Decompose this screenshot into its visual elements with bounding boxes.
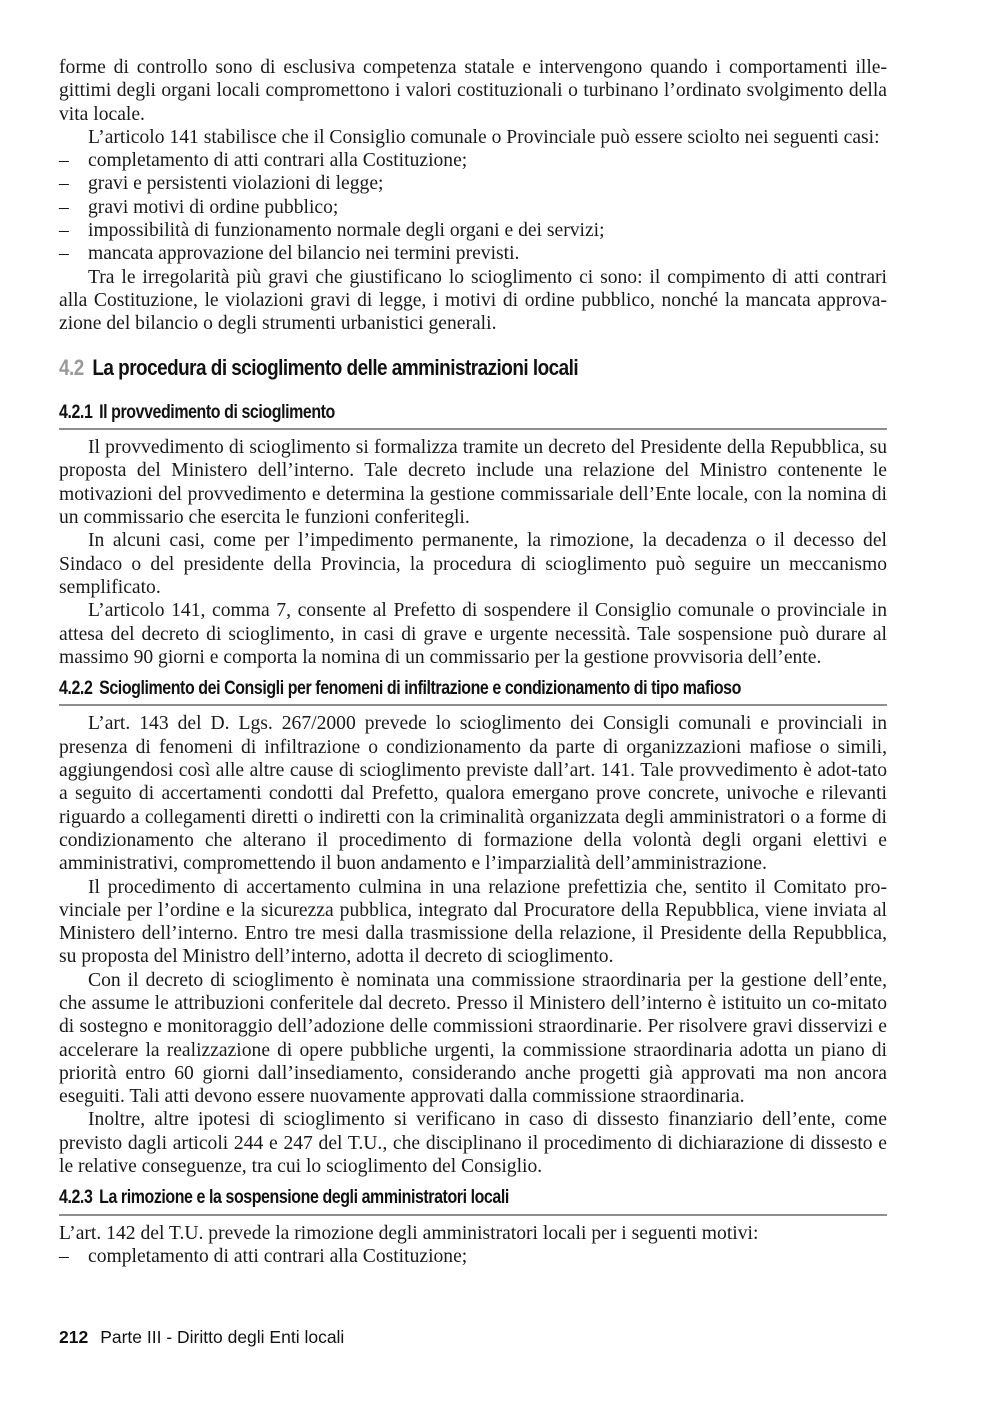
removal-reasons-list <box>59 1245 887 1268</box>
section-number: 4.2 <box>59 354 84 380</box>
subsection-number: 4.2.2 <box>59 678 93 700</box>
page-footer <box>59 1327 344 1348</box>
subsection-heading-4-2-1 <box>59 401 887 430</box>
dash-bullet-icon: – <box>59 220 69 242</box>
body-paragraph: In alcuni casi, come per l’impedimento permanente, la rimozione, la decadenza o il decesso del Sindaco o del presidente della Provincia, la procedura di scioglimento può seguire un meccanismo semplificato. <box>59 530 887 598</box>
subsection-heading-4-2-3 <box>59 1186 887 1215</box>
dash-bullet-icon: – <box>59 173 69 195</box>
dash-bullet-icon: – <box>59 1245 69 1267</box>
body-paragraph: Il procedimento di accertamento culmina in una relazione prefettizia che, sentito il Comitato pro-vinciale per l’ordine e la sicurezza pubblica, integrato dal Procuratore della Repubblica, viene inviata al Ministero dell’interno. Entro tre mesi dalla trasmissione della relazione, il Presidente della Repubblica, su proposta del Ministro dell’interno, adotta il decreto di scioglimento. <box>59 876 887 968</box>
list-item: – gravi motivi di ordine pubblico; <box>59 196 339 218</box>
list-item: – mancata approvazione del bilancio nei termini previsti. <box>59 243 520 265</box>
body-paragraph: L’art. 143 del D. Lgs. 267/2000 prevede lo scioglimento dei Consigli comunali e provinciali in presenza di fenomeni di infiltrazione o condizionamento da parte di organizzazioni mafiose o simili, aggiungendosi così alle altre cause di scioglimento previste dall’art. 141. Tale provvedimento è adot-tato a seguito di accertamenti condotti dal Prefetto, qualora emergano prove concrete, univoche e rilevanti riguardo a collegamenti diretti o indiretti con la criminalità organizzata degli amministratori o a forme di condizionamento che alterano il procedimento di formazione della volontà degli organi elettivi e amministrativi, compromettendo il buon andamento e l’imparzialità dell’amministrazione. <box>59 713 887 875</box>
intro-paragraph-article-141: L’articolo 141 stabilisce che il Consiglio comunale o Provinciale può essere sciolto nei seguenti casi: <box>88 126 880 148</box>
dissolution-cases-list <box>59 149 887 265</box>
irregularities-paragraph: Tra le irregolarità più gravi che giustificano lo scioglimento ci sono: il compimento di atti contrari alla Costituzione, le violazioni gravi di legge, i motivi di ordine pubblico, nonché la mancata approva-zione del bilancio o degli strumenti urbanistici generali. <box>59 266 887 335</box>
list-item: – gravi e persistenti violazioni di legge; <box>59 173 384 195</box>
body-paragraph: Con il decreto di scioglimento è nominata una commissione straordinaria per la gestione dell’ente, che assume le attribuzioni conferitele dal decreto. Presso il Ministero dell’interno è istituito un co-mitato di sostegno e monitoraggio dell’adozione delle commissioni straordinarie. Per risolvere gravi disservizi e accelerare la realizzazione di opere pubbliche urgenti, la commissione straordinaria adotta un piano di priorità entro 60 giorni dall’insediamento, considerando anche progetti già approvati ma non ancora eseguiti. Tali atti devono essere nuovamente approvati dalla commissione straordinaria. <box>59 969 887 1108</box>
subsection-heading-4-2-2 <box>59 677 887 706</box>
intro-paragraph: forme di controllo sono di esclusiva competenza statale e intervengono quando i comportamenti ille-gittimi degli organi locali compromettono i valori costituzionali o turbinano l’ordinato svolgimento della vita locale. <box>59 57 887 125</box>
body-paragraph: L’articolo 141, comma 7, consente al Prefetto di sospendere il Consiglio comunale o provinciale in attesa del decreto di scioglimento, in casi di grave e urgente necessità. Tale sospensione può durare al massimo 90 giorni e comporta la nomina di un commissario per la gestione provvisoria dell’ente. <box>59 600 887 668</box>
dash-bullet-icon: – <box>59 243 69 265</box>
subsection-number: 4.2.1 <box>59 401 93 423</box>
list-item: – impossibilità di funzionamento normale degli organi e dei servizi; <box>59 220 605 242</box>
list-item: – completamento di atti contrari alla Costituzione; <box>59 150 468 172</box>
subsection-number: 4.2.3 <box>59 1187 93 1209</box>
running-title: Parte III - Diritto degli Enti locali <box>100 1327 345 1347</box>
subsection-title: Il provvedimento di scioglimento <box>99 401 335 423</box>
page-body <box>59 56 887 1268</box>
body-paragraph: Il provvedimento di scioglimento si formalizza tramite un decreto del Presidente della Repubblica, su proposta del Ministero dell’interno. Tale decreto include una relazione del Ministro contenente le motivazioni del provvedimento e determina la gestione commissariale dell’Ente locale, con la nomina di un commissario che esercita le funzioni conferitegli. <box>59 437 887 529</box>
dash-bullet-icon: – <box>59 196 69 218</box>
body-paragraph: Inoltre, altre ipotesi di scioglimento si verificano in caso di dissesto finanziario dell’ente, come previsto dagli articoli 244 e 247 del T.U., che disciplinano il procedimento di dichiarazione di dissesto e le relative conseguenze, tra cui lo scioglimento del Consiglio. <box>59 1109 887 1178</box>
section-heading <box>59 356 771 379</box>
subsection-title: Scioglimento dei Consigli per fenomeni di infiltrazione e condizionamento di tipo mafioso <box>99 678 741 700</box>
body-paragraph: L’art. 142 del T.U. prevede la rimozione degli amministratori locali per i seguenti motivi: <box>59 1222 759 1244</box>
page-number: 212 <box>59 1327 89 1347</box>
list-item: – completamento di atti contrari alla Costituzione; <box>59 1245 468 1267</box>
section-title: La procedura di scioglimento delle amministrazioni locali <box>92 354 579 380</box>
dash-bullet-icon: – <box>59 150 69 172</box>
subsection-title: La rimozione e la sospensione degli amministratori locali <box>99 1187 509 1209</box>
